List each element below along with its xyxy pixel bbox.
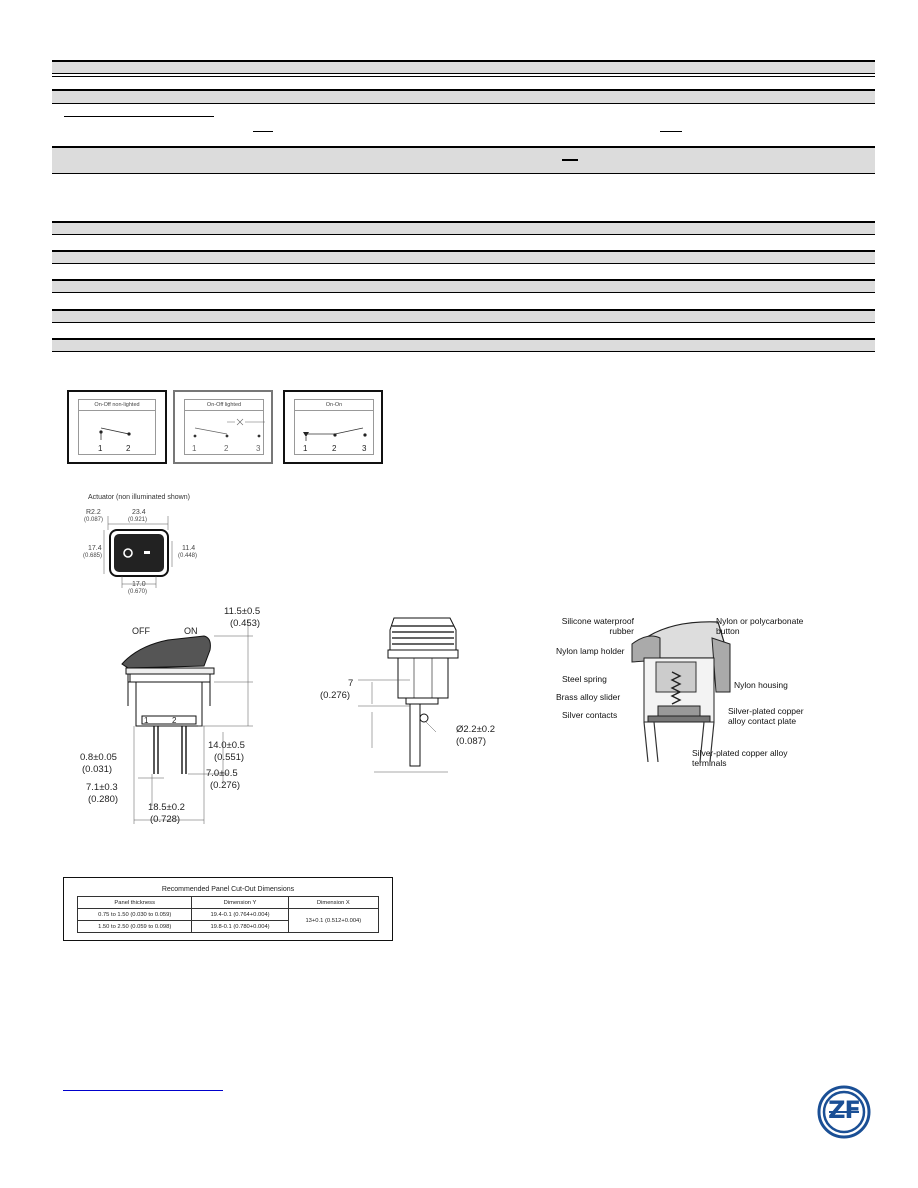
dim-inner-height-in: (0.448) xyxy=(178,553,198,559)
field-underline-2 xyxy=(660,131,682,132)
terminal-label: 1 xyxy=(98,444,103,453)
terminal-label: 3 xyxy=(256,444,261,453)
dim-bushing: 7 xyxy=(348,678,354,689)
header-cell: Panel thickness xyxy=(78,897,192,909)
dim-body-height: 14.0±0.5 xyxy=(208,740,245,751)
callout-nylon-housing: Nylon housing xyxy=(734,680,788,690)
spec-band-3 xyxy=(52,279,875,293)
terminal-label: 2 xyxy=(126,444,131,453)
terminal-label: 2 xyxy=(332,444,337,453)
schematic-title: On-Off lighted xyxy=(185,402,263,411)
label-off: OFF xyxy=(132,626,150,636)
switch-symbol xyxy=(79,414,157,456)
side-view-drawing xyxy=(78,606,278,826)
dim-height-top-in: (0.453) xyxy=(230,618,261,629)
table-cell: 0.75 to 1.50 (0.030 to 0.059) xyxy=(78,909,192,921)
callout-lamp-holder: Nylon lamp holder xyxy=(556,646,625,656)
header-cell: Dimension X xyxy=(288,897,378,909)
field-underline-1 xyxy=(253,131,273,132)
callout-contact-plate: Silver-plated copper alloy contact plate xyxy=(728,706,804,726)
dim-terminal-thickness: 0.8±0.05 xyxy=(80,752,117,763)
cutout-table-box xyxy=(63,877,393,941)
terminal-1-label: 1 xyxy=(144,716,149,725)
table-cell: 19.8-0.1 (0.780+0.004) xyxy=(192,921,288,933)
side-view-outline xyxy=(78,606,278,826)
callout-brass-slider: Brass alloy slider xyxy=(556,692,621,702)
terminal-label: 3 xyxy=(362,444,367,453)
dim-terminal-spacing: 7.1±0.3 xyxy=(86,782,118,793)
terminal-label: 2 xyxy=(224,444,229,453)
actuator-drawing xyxy=(74,494,214,600)
section-underline xyxy=(64,116,214,117)
dim-width: 23.4 xyxy=(132,509,146,516)
schematic-title: On-On xyxy=(295,402,373,411)
dim-body-height-in: (0.551) xyxy=(214,752,245,763)
terminal-label: 1 xyxy=(192,444,197,453)
spec-band-1 xyxy=(52,221,875,235)
front-view-drawing xyxy=(318,612,518,778)
dim-hole-in: (0.087) xyxy=(456,736,487,747)
dim-height-top: 11.5±0.5 xyxy=(224,606,261,617)
callout-silver-contacts: Silver contacts xyxy=(562,710,618,720)
field-underline-3 xyxy=(562,159,578,161)
callout-steel-spring: Steel spring xyxy=(562,674,607,684)
dim-terminal-length-in: (0.276) xyxy=(210,780,241,791)
actuator-caption: Actuator (non illuminated shown) xyxy=(88,494,190,501)
dim-inner-height: 11.4 xyxy=(182,545,196,552)
header-band-3 xyxy=(52,146,875,174)
label-on: ON xyxy=(184,626,198,636)
cutout-table-title: Recommended Panel Cut-Out Dimensions xyxy=(161,886,295,893)
table-cell: 13+0.1 (0.512+0.004) xyxy=(288,909,378,933)
zf-logo-text: ZF xyxy=(828,1096,860,1124)
terminal-2-label: 2 xyxy=(172,716,177,725)
callout-silicone-rubber: Silicone waterproof rubber xyxy=(561,616,634,636)
dim-terminal-length: 7.0±0.5 xyxy=(206,768,238,779)
schematic-on-off-lighted xyxy=(173,390,273,464)
spec-band-4 xyxy=(52,309,875,323)
dim-base: 17.0 xyxy=(132,581,146,588)
zf-logo xyxy=(817,1085,871,1139)
actuator-outline xyxy=(74,494,214,600)
dim-terminal-thickness-in: (0.031) xyxy=(82,764,113,775)
dim-radius-in: (0.087) xyxy=(84,517,104,523)
dim-width-in: (0.921) xyxy=(128,517,148,523)
header-band-1 xyxy=(52,60,875,74)
terminal-label: 1 xyxy=(303,444,308,453)
dim-height-in: (0.685) xyxy=(83,553,103,559)
dim-bushing-in: (0.276) xyxy=(320,690,351,701)
dim-terminal-spacing-in: (0.280) xyxy=(88,794,119,805)
schematic-on-off-non-lighted xyxy=(67,390,167,464)
schematic-on-on xyxy=(283,390,383,464)
cutout-table xyxy=(77,896,379,933)
header-cell: Dimension Y xyxy=(192,897,288,909)
footer-link[interactable] xyxy=(63,1090,223,1091)
callout-terminals: Silver-plated copper alloy terminals xyxy=(692,748,788,768)
spec-band-5 xyxy=(52,338,875,352)
schematic-title: On-Off non-lighted xyxy=(79,402,155,411)
dim-radius: R2.2 xyxy=(86,509,101,516)
table-cell: 1.50 to 2.50 (0.059 to 0.098) xyxy=(78,921,192,933)
dim-base-in: (0.670) xyxy=(128,589,148,595)
callout-button: Nylon or polycarbonate button xyxy=(716,616,804,636)
dim-height: 17.4 xyxy=(88,545,102,552)
dim-hole: Ø2.2±0.2 xyxy=(456,724,496,735)
spec-band-2 xyxy=(52,250,875,264)
dim-body-width: 18.5±0.2 xyxy=(148,802,185,813)
rule-1 xyxy=(52,76,875,77)
header-band-2 xyxy=(52,89,875,104)
table-cell: 19.4-0.1 (0.764+0.004) xyxy=(192,909,288,921)
cutaway-drawing xyxy=(548,612,828,774)
dim-body-width-in: (0.728) xyxy=(150,814,181,825)
